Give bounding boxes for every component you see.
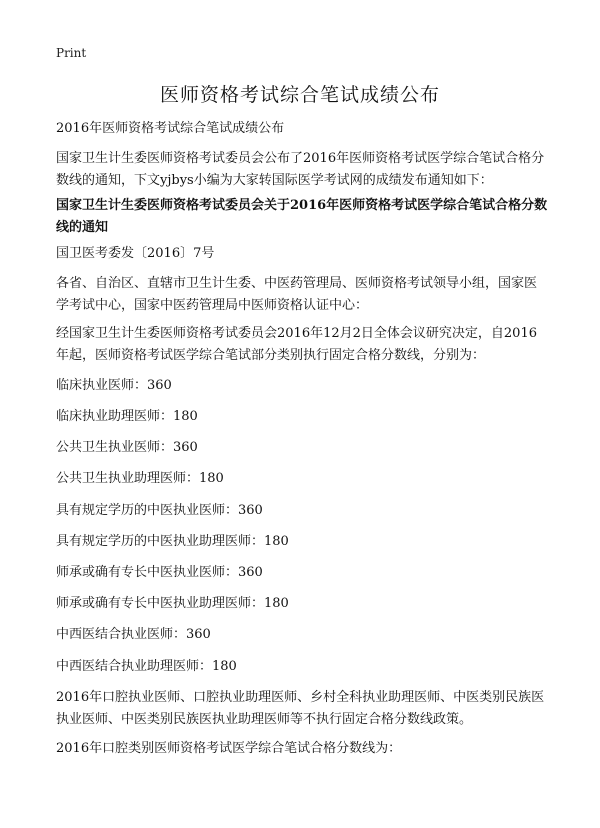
article-subtitle: 2016年医师资格考试综合笔试成绩公布 <box>56 121 285 136</box>
dental-paragraph: 2016年口腔类别医师资格考试医学综合笔试合格分数线为： <box>56 741 402 756</box>
addressee-paragraph: 各省、自治区、直辖市卫生计生委、中医药管理局、医师资格考试领导小组，国家医学考试中心，国家中医药管理局中医师资格认证中心： <box>56 276 538 313</box>
document-number: 国卫医考委发〔2016〕7号 <box>56 246 215 261</box>
score-line: 师承或确有专长中医执业助理医师：180 <box>56 596 289 611</box>
notice-heading: 国家卫生计生委医师资格考试委员会关于2016年医师资格考试医学综合笔试合格分数线的通知 <box>56 198 548 235</box>
page-title: 医师资格考试综合笔试成绩公布 <box>159 84 440 106</box>
score-line: 临床执业医师：360 <box>56 378 172 393</box>
score-line: 具有规定学历的中医执业助理医师：180 <box>56 534 289 549</box>
score-line: 师承或确有专长中医执业医师：360 <box>56 565 263 580</box>
score-line: 中西医结合执业助理医师：180 <box>56 659 237 674</box>
score-line: 具有规定学历的中医执业医师：360 <box>56 503 263 518</box>
score-line: 中西医结合执业医师：360 <box>56 627 211 642</box>
score-line: 公共卫生执业医师：360 <box>56 440 198 455</box>
exception-paragraph: 2016年口腔执业医师、口腔执业助理医师、乡村全科执业助理医师、中医类别民族医执业医师、中医类别民族医执业助理医师等不执行固定合格分数线政策。 <box>56 690 545 727</box>
score-line: 临床执业助理医师：180 <box>56 409 198 424</box>
decision-paragraph: 经国家卫生计生委医师资格考试委员会2016年12月2日全体会议研究决定，自2016年起，医师资格考试医学综合笔试部分类别执行固定合格分数线，分别为： <box>56 326 537 363</box>
print-link[interactable]: Print <box>56 46 87 60</box>
intro-paragraph: 国家卫生计生委医师资格考试委员会公布了2016年医师资格考试医学综合笔试合格分数线的通知，下文yjbys小编为大家转国际医学考试网的成绩发布通知如下： <box>56 151 545 188</box>
score-line: 公共卫生执业助理医师：180 <box>56 471 224 486</box>
